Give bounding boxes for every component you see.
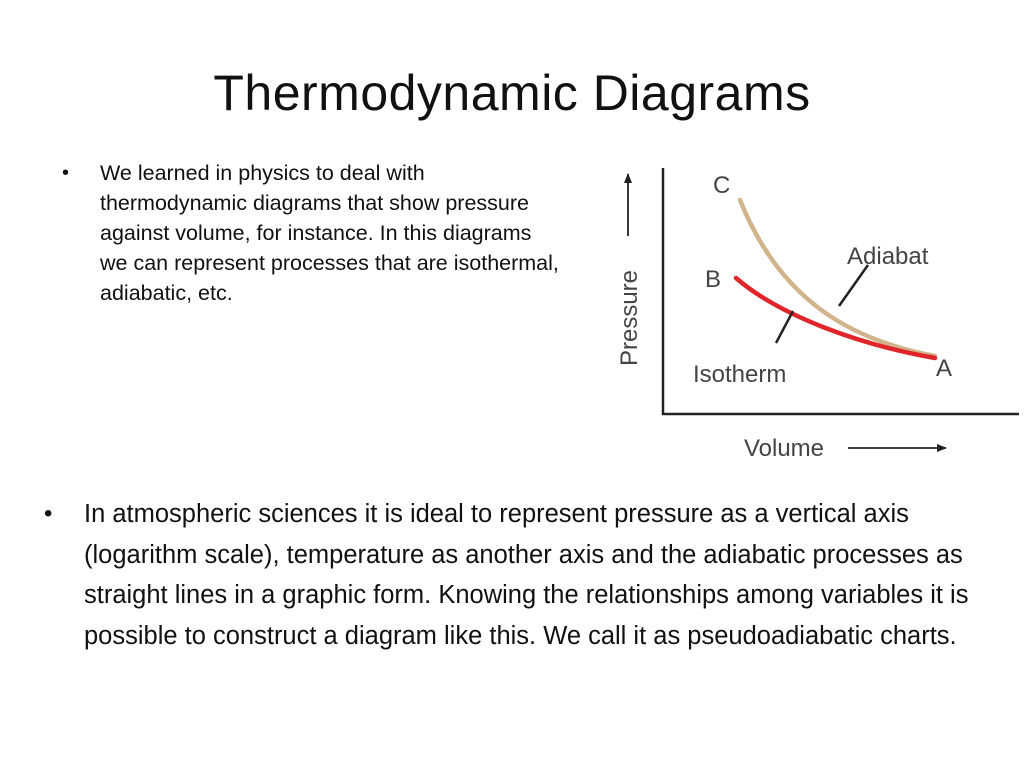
bullet-text: We learned in physics to deal with thermodynamic diagrams that show pressure against volume, for instance. In this diagrams we can represent processes that are isothermal, adiabatic, etc. <box>100 161 559 305</box>
isotherm-pointer-line <box>776 311 793 343</box>
bullet-marker: • <box>44 500 53 527</box>
point-b-label: B <box>705 266 722 293</box>
bullet-pseudoadiabatic-charts <box>44 494 1004 656</box>
x-axis-label: Volume <box>743 435 825 462</box>
adiabat-label: Adiabat <box>847 243 929 270</box>
pv-diagram-svg <box>600 160 1024 470</box>
y-axis-label: Pressure <box>616 269 643 367</box>
point-a-label: A <box>936 355 953 382</box>
slide-title: Thermodynamic Diagrams <box>213 65 811 121</box>
adiabat-pointer-line <box>839 265 868 306</box>
bullet-marker: • <box>62 162 70 184</box>
pv-diagram <box>600 160 1024 470</box>
bullet-text: In atmospheric sciences it is ideal to represent pressure as a vertical axis (logarithm scale), temperature as another axis and the adiabatic processes as straight lines in a graphic form. Knowing the relationships among variables it is possible to construct a diagram like this. We call it as pseudoadiabatic charts. <box>84 500 969 650</box>
isotherm-label: Isotherm <box>693 361 787 388</box>
point-c-label: C <box>713 172 731 199</box>
bullet-physics-diagrams <box>62 158 562 308</box>
